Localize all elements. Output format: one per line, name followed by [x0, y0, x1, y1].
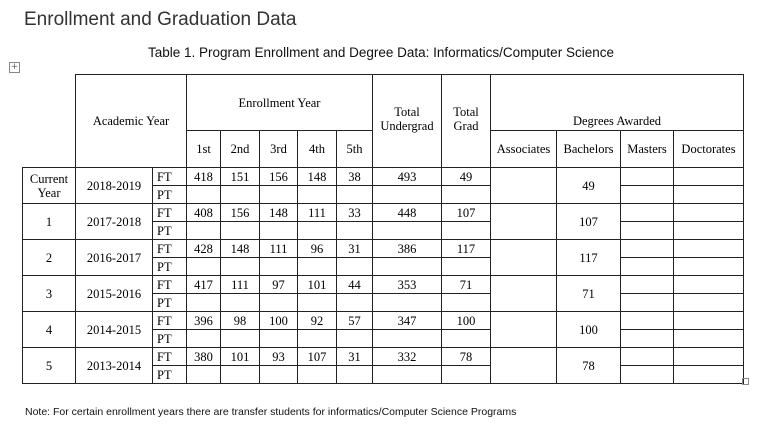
doctorates-pt — [674, 366, 744, 384]
table-row — [23, 312, 744, 330]
pt-cell — [337, 330, 373, 348]
header-doctorates: Doctorates — [674, 131, 744, 168]
pt-cell — [221, 258, 260, 276]
total-undergrad: 353 — [373, 276, 442, 294]
masters — [621, 348, 674, 366]
pt-cell — [221, 186, 260, 204]
doctorates — [674, 204, 744, 222]
bachelors: 100 — [557, 312, 621, 348]
pt-label: PT — [153, 366, 187, 384]
enroll-ft-3: 148 — [260, 204, 298, 222]
total-undergrad: 493 — [373, 168, 442, 186]
table-row — [23, 168, 744, 186]
doctorates-pt — [674, 330, 744, 348]
pt-cell — [442, 222, 491, 240]
table-row — [23, 276, 744, 294]
total-undergrad: 386 — [373, 240, 442, 258]
pt-cell — [373, 258, 442, 276]
enroll-ft-5: 31 — [337, 240, 373, 258]
masters — [621, 168, 674, 186]
enroll-ft-4: 96 — [298, 240, 337, 258]
associates — [491, 168, 557, 204]
enroll-ft-1: 408 — [187, 204, 221, 222]
pt-cell — [187, 186, 221, 204]
doctorates-pt — [674, 186, 744, 204]
academic-year: 2017-2018 — [76, 204, 153, 240]
pt-cell — [373, 330, 442, 348]
pt-cell — [298, 366, 337, 384]
pt-cell — [260, 330, 298, 348]
pt-cell — [260, 366, 298, 384]
pt-cell — [187, 294, 221, 312]
table-resize-handle[interactable] — [742, 378, 749, 385]
academic-year: 2014-2015 — [76, 312, 153, 348]
enroll-ft-2: 111 — [221, 276, 260, 294]
header-academic-year: Academic Year — [76, 75, 187, 168]
pt-cell — [260, 222, 298, 240]
pt-label: PT — [153, 222, 187, 240]
pt-cell — [373, 186, 442, 204]
enroll-ft-3: 156 — [260, 168, 298, 186]
ft-label: FT — [153, 240, 187, 258]
bachelors: 117 — [557, 240, 621, 276]
pt-cell — [260, 258, 298, 276]
academic-year: 2018-2019 — [76, 168, 153, 204]
enroll-ft-1: 417 — [187, 276, 221, 294]
header-total-grad: Total Grad — [442, 75, 491, 168]
pt-cell — [221, 294, 260, 312]
associates — [491, 348, 557, 384]
doctorates — [674, 276, 744, 294]
row-label: 1 — [23, 204, 76, 240]
enroll-ft-1: 418 — [187, 168, 221, 186]
enroll-ft-5: 31 — [337, 348, 373, 366]
doctorates-pt — [674, 222, 744, 240]
doctorates-pt — [674, 294, 744, 312]
total-grad: 78 — [442, 348, 491, 366]
enroll-ft-4: 111 — [298, 204, 337, 222]
header-enrollment-year: Enrollment Year — [187, 75, 373, 131]
table-caption: Table 1. Program Enrollment and Degree Data: Informatics/Computer Science — [148, 45, 614, 60]
ft-label: FT — [153, 168, 187, 186]
pt-cell — [442, 294, 491, 312]
doctorates — [674, 312, 744, 330]
associates — [491, 204, 557, 240]
footnote: Note: For certain enrollment years there are transfer students for informatics/Computer Science Programs — [25, 406, 517, 418]
bachelors: 49 — [557, 168, 621, 204]
enroll-ft-3: 100 — [260, 312, 298, 330]
row-label: 2 — [23, 240, 76, 276]
enroll-ft-2: 98 — [221, 312, 260, 330]
bachelors: 78 — [557, 348, 621, 384]
masters-pt — [621, 258, 674, 276]
pt-cell — [260, 294, 298, 312]
masters-pt — [621, 294, 674, 312]
pt-label: PT — [153, 330, 187, 348]
pt-cell — [221, 330, 260, 348]
pt-label: PT — [153, 294, 187, 312]
pt-cell — [373, 366, 442, 384]
ft-label: FT — [153, 312, 187, 330]
pt-cell — [373, 294, 442, 312]
masters — [621, 204, 674, 222]
pt-cell — [442, 330, 491, 348]
masters-pt — [621, 186, 674, 204]
doctorates-pt — [674, 258, 744, 276]
table-row — [23, 204, 744, 222]
associates — [491, 276, 557, 312]
pt-cell — [187, 330, 221, 348]
pt-cell — [442, 258, 491, 276]
enroll-ft-5: 33 — [337, 204, 373, 222]
enroll-ft-5: 44 — [337, 276, 373, 294]
pt-cell — [298, 294, 337, 312]
enroll-ft-4: 101 — [298, 276, 337, 294]
pt-cell — [187, 258, 221, 276]
header-2nd: 2nd — [221, 131, 260, 168]
academic-year: 2015-2016 — [76, 276, 153, 312]
total-undergrad: 332 — [373, 348, 442, 366]
row-label: 5 — [23, 348, 76, 384]
pt-cell — [221, 222, 260, 240]
pt-cell — [373, 222, 442, 240]
empty-corner — [23, 75, 76, 168]
header-4th: 4th — [298, 131, 337, 168]
enroll-ft-3: 111 — [260, 240, 298, 258]
pt-label: PT — [153, 258, 187, 276]
ft-label: FT — [153, 348, 187, 366]
doctorates — [674, 168, 744, 186]
enroll-ft-2: 101 — [221, 348, 260, 366]
table-row — [23, 348, 744, 366]
pt-cell — [442, 366, 491, 384]
doctorates — [674, 348, 744, 366]
total-grad: 49 — [442, 168, 491, 186]
pt-cell — [221, 366, 260, 384]
header-5th: 5th — [337, 131, 373, 168]
enroll-ft-1: 396 — [187, 312, 221, 330]
row-label: 3 — [23, 276, 76, 312]
enroll-ft-3: 93 — [260, 348, 298, 366]
pt-cell — [260, 186, 298, 204]
pt-cell — [337, 366, 373, 384]
page-heading: Enrollment and Graduation Data — [24, 9, 297, 30]
enroll-ft-3: 97 — [260, 276, 298, 294]
associates — [491, 312, 557, 348]
pt-cell — [298, 186, 337, 204]
academic-year: 2016-2017 — [76, 240, 153, 276]
ft-label: FT — [153, 204, 187, 222]
total-undergrad: 448 — [373, 204, 442, 222]
associates — [491, 240, 557, 276]
pt-cell — [337, 294, 373, 312]
masters — [621, 312, 674, 330]
enroll-ft-1: 428 — [187, 240, 221, 258]
pt-cell — [442, 186, 491, 204]
header-3rd: 3rd — [260, 131, 298, 168]
pt-cell — [298, 222, 337, 240]
enroll-ft-2: 148 — [221, 240, 260, 258]
pt-cell — [337, 258, 373, 276]
enroll-ft-2: 151 — [221, 168, 260, 186]
enroll-ft-2: 156 — [221, 204, 260, 222]
header-1st: 1st — [187, 131, 221, 168]
table-row — [23, 240, 744, 258]
bachelors: 107 — [557, 204, 621, 240]
header-degrees-awarded: Degrees Awarded — [491, 75, 744, 131]
header-bachelors: Bachelors — [557, 131, 621, 168]
academic-year: 2013-2014 — [76, 348, 153, 384]
pt-cell — [187, 366, 221, 384]
header-masters: Masters — [621, 131, 674, 168]
ft-label: FT — [153, 276, 187, 294]
masters-pt — [621, 330, 674, 348]
table-move-handle-icon[interactable]: + — [10, 62, 19, 72]
total-grad: 100 — [442, 312, 491, 330]
enroll-ft-1: 380 — [187, 348, 221, 366]
enroll-ft-4: 148 — [298, 168, 337, 186]
total-grad: 117 — [442, 240, 491, 258]
row-label: 4 — [23, 312, 76, 348]
masters — [621, 276, 674, 294]
doctorates — [674, 240, 744, 258]
pt-cell — [337, 186, 373, 204]
enroll-ft-5: 57 — [337, 312, 373, 330]
masters-pt — [621, 222, 674, 240]
bachelors: 71 — [557, 276, 621, 312]
pt-cell — [298, 258, 337, 276]
header-associates: Associates — [491, 131, 557, 168]
enroll-ft-5: 38 — [337, 168, 373, 186]
pt-cell — [337, 222, 373, 240]
pt-label: PT — [153, 186, 187, 204]
pt-cell — [187, 222, 221, 240]
header-total-undergrad: Total Undergrad — [373, 75, 442, 168]
enroll-ft-4: 92 — [298, 312, 337, 330]
total-grad: 107 — [442, 204, 491, 222]
row-label: Current Year — [23, 168, 76, 204]
masters-pt — [621, 366, 674, 384]
masters — [621, 240, 674, 258]
pt-cell — [298, 330, 337, 348]
enrollment-table — [22, 74, 744, 384]
total-grad: 71 — [442, 276, 491, 294]
total-undergrad: 347 — [373, 312, 442, 330]
enroll-ft-4: 107 — [298, 348, 337, 366]
